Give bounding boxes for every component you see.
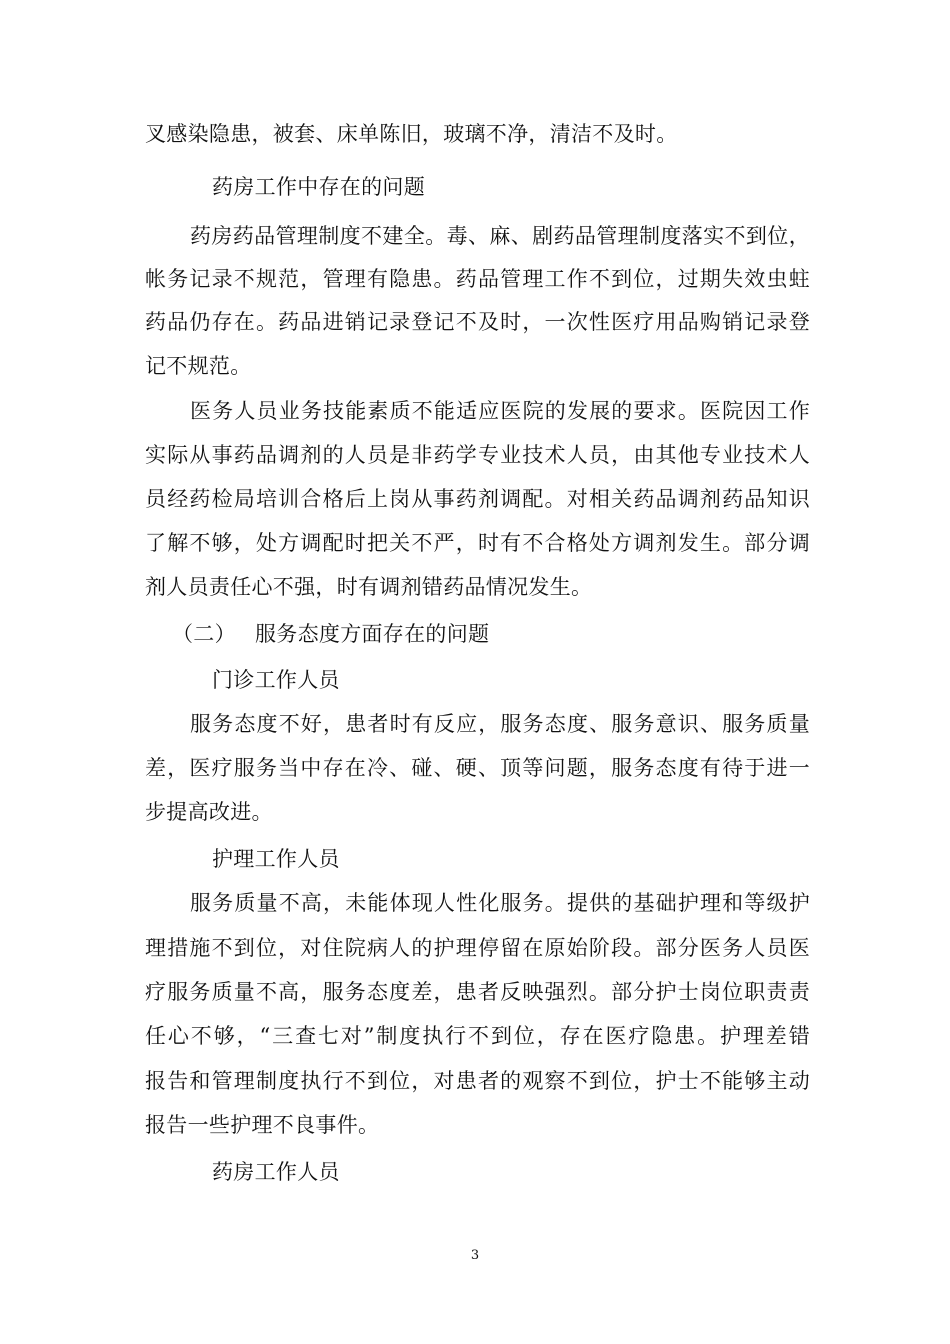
paragraph-line: 服务态度不好，患者时有反应，服务态度、服务意识、服务质量 xyxy=(190,712,810,736)
subheading-outpatient-staff: 门诊工作人员 xyxy=(212,668,340,692)
paragraph-line: 报告一些护理不良事件。 xyxy=(145,1113,380,1137)
paragraph-line: 药房药品管理制度不建全。毒、麻、剧药品管理制度落实不到位， xyxy=(190,224,810,248)
paragraph-line: 帐务记录不规范，管理有隐患。药品管理工作不到位，过期失效虫蛀 xyxy=(145,267,810,291)
paragraph-line: 叉感染隐患，被套、床单陈旧，玻璃不净，清洁不及时。 xyxy=(145,122,678,146)
paragraph-line: 药品仍存在。药品进销记录登记不及时，一次性医疗用品购销记录登 xyxy=(145,310,810,334)
section-number: （二） xyxy=(172,622,236,646)
paragraph-line: 剂人员责任心不强，时有调剂错药品情况发生。 xyxy=(145,575,593,599)
paragraph-line: 服务质量不高，未能体现人性化服务。提供的基础护理和等级护 xyxy=(190,891,810,915)
paragraph-line: 任心不够，“三查七对”制度执行不到位，存在医疗隐患。护理差错 xyxy=(145,1024,810,1048)
paragraph-line: 员经药检局培训合格后上岗从事药剂调配。对相关药品调剂药品知识 xyxy=(145,487,810,511)
paragraph-line: 步提高改进。 xyxy=(145,800,273,824)
paragraph-line: 了解不够，处方调配时把关不严，时有不合格处方调剂发生。部分调 xyxy=(145,531,810,555)
paragraph-line: 实际从事药品调剂的人员是非药学专业技术人员，由其他专业技术人 xyxy=(145,443,810,467)
paragraph-line: 记不规范。 xyxy=(145,354,252,378)
paragraph-line: 医务人员业务技能素质不能适应医院的发展的要求。医院因工作 xyxy=(190,399,810,423)
subheading-pharmacy-staff: 药房工作人员 xyxy=(212,1160,340,1184)
subheading-pharmacy-problems: 药房工作中存在的问题 xyxy=(212,175,425,199)
page-number: 3 xyxy=(470,1248,480,1263)
paragraph-line: 疗服务质量不高，服务态度差，患者反映强烈。部分护士岗位职责责 xyxy=(145,980,810,1004)
section-title: 服务态度方面存在的问题 xyxy=(255,622,490,646)
subheading-nursing-staff: 护理工作人员 xyxy=(212,847,340,871)
paragraph-line: 差，医疗服务当中存在冷、碰、硬、顶等问题，服务态度有待于进一 xyxy=(145,756,810,780)
paragraph-line: 报告和管理制度执行不到位，对患者的观察不到位，护士不能够主动 xyxy=(145,1069,810,1093)
paragraph-line: 理措施不到位，对住院病人的护理停留在原始阶段。部分医务人员医 xyxy=(145,936,810,960)
